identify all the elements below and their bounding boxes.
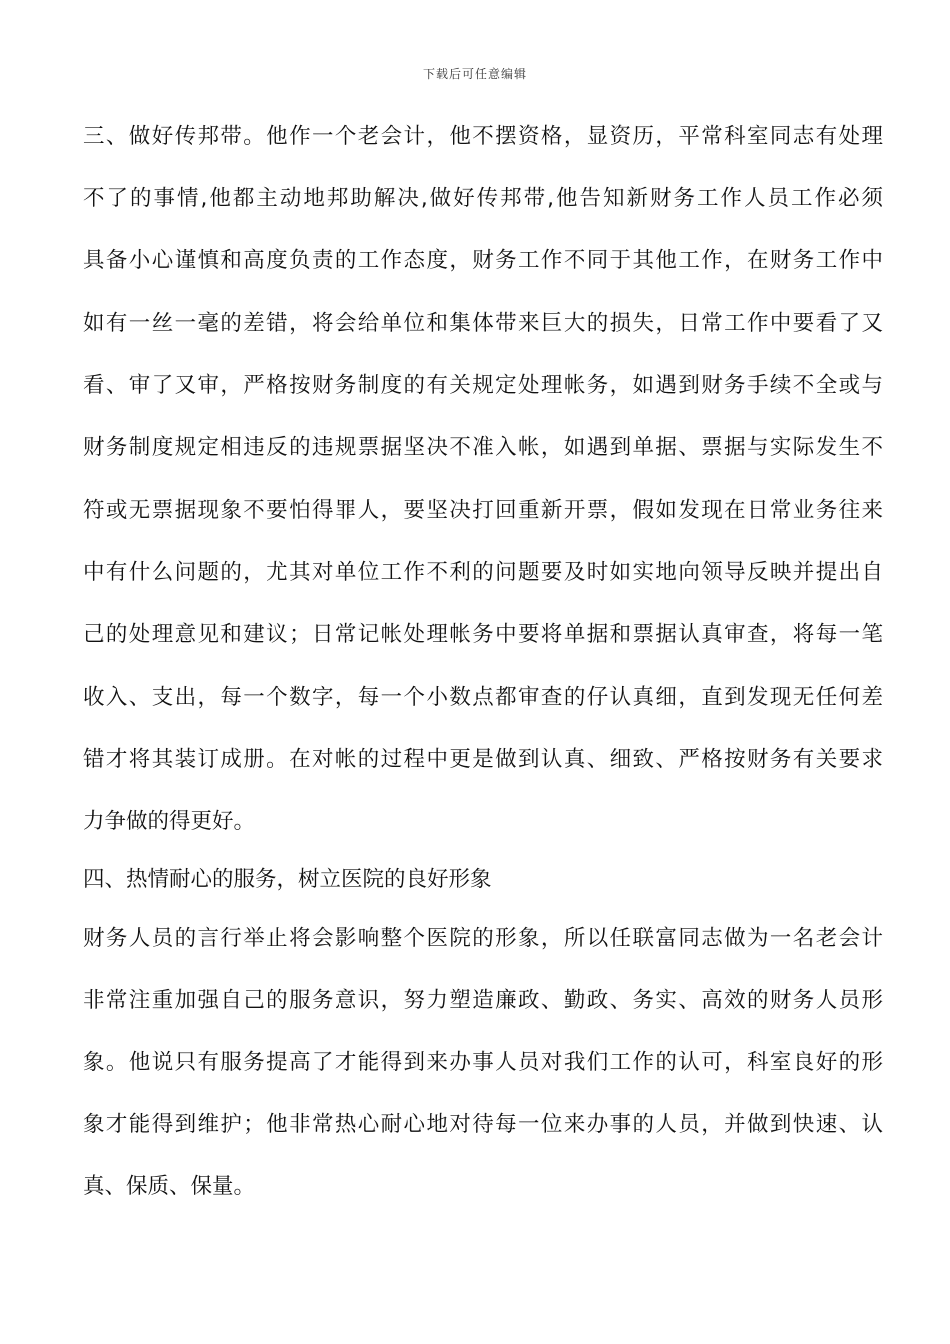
paragraph-line: 财务人员的言行举止将会影响整个医院的形象，所以任联富同志做为一名老会计: [83, 926, 883, 951]
paragraph-line: 财务制度规定相违反的违规票据坚决不准入帐，如遇到单据、票据与实际发生不: [83, 435, 883, 460]
paragraph-line: 收入、支出，每一个数字，每一个小数点都审查的仔认真细，直到发现无任何差: [83, 685, 883, 710]
paragraph-line: 不了的事情,他都主动地邦助解决,做好传邦带,他告知新财务工作人员工作必须: [83, 186, 883, 211]
paragraph-line: 三、做好传邦带。他作一个老会计，他不摆资格，显资历，平常科室同志有处理: [83, 124, 883, 149]
paragraph-line: 如有一丝一毫的差错，将会给单位和集体带来巨大的损失，日常工作中要看了又: [83, 311, 883, 336]
paragraph-line: 己的处理意见和建议；日常记帐处理帐务中要将单据和票据认真审查，将每一笔: [83, 622, 883, 647]
section-4-heading: 四、热情耐心的服务，树立医院的良好形象: [83, 867, 492, 892]
paragraph-line: 错才将其装订成册。在对帐的过程中更是做到认真、细致、严格按财务有关要求: [83, 747, 883, 772]
paragraph-line: 力争做的得更好。: [83, 809, 256, 834]
paragraph-line: 中有什么问题的，尤其对单位工作不利的问题要及时如实地向领导反映并提出自: [83, 560, 883, 585]
paragraph-line: 非常注重加强自己的服务意识，努力塑造廉政、勤政、务实、高效的财务人员形: [83, 988, 883, 1013]
paragraph-line: 符或无票据现象不要怕得罪人，要坚决打回重新开票，假如发现在日常业务往来: [83, 498, 883, 523]
paragraph-line: 象才能得到维护；他非常热心耐心地对待每一位来办事的人员，并做到快速、认: [83, 1112, 883, 1137]
paragraph-line: 看、审了又审，严格按财务制度的有关规定处理帐务，如遇到财务手续不全或与: [83, 373, 883, 398]
header-note: 下载后可任意编辑: [422, 67, 527, 81]
paragraph-line: 具备小心谨慎和高度负责的工作态度，财务工作不同于其他工作，在财务工作中: [83, 248, 883, 273]
paragraph-line: 象。他说只有服务提高了才能得到来办事人员对我们工作的认可，科室良好的形: [83, 1050, 883, 1075]
paragraph-line: 真、保质、保量。: [83, 1174, 256, 1199]
